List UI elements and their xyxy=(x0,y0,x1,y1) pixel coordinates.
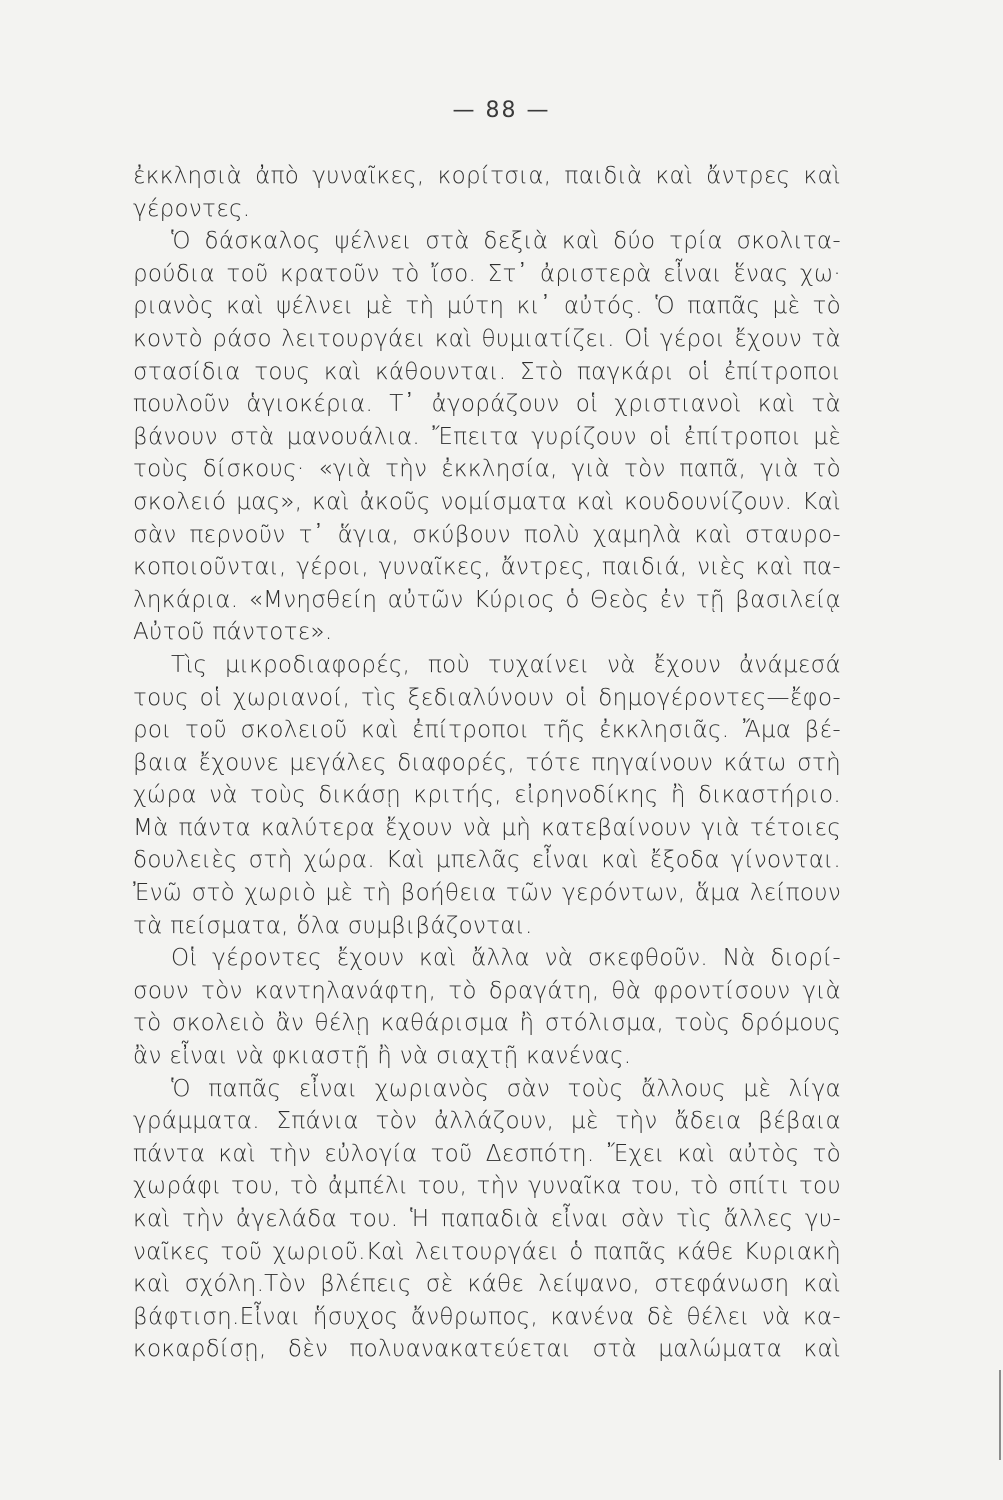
text-line: Ἐνῶ στὸ χωριὸ μὲ τὴ βοήθεια τῶν γερόντων, ἅμα λείπουν xyxy=(133,880,841,907)
text-line: ροι τοῦ σκολειοῦ καὶ ἐπίτροποι τῆς ἐκκλησιᾶς. Ἄμα βέ- xyxy=(133,717,841,744)
body-text xyxy=(133,160,841,1366)
text-line: κοκαρδίσῃ, δὲν πολυανακατεύεται στὰ μαλώματα καὶ xyxy=(133,1336,841,1363)
text-line: Ὁ δάσκαλος ψέλνει στὰ δεξιὰ καὶ δύο τρία σκολιτα- xyxy=(171,228,841,255)
text-line: τοὺς δίσκους· «γιὰ τὴν ἐκκλησία, γιὰ τὸν παπᾶ, γιὰ τὸ xyxy=(133,456,841,483)
text-line: ἂν εἶναι νὰ φκιαστῇ ἢ νὰ σιαχτῇ κανένας. xyxy=(133,1043,632,1070)
text-line: Ὁ παπᾶς εἶναι χωριανὸς σὰν τοὺς ἄλλους μὲ λίγα xyxy=(171,1075,841,1102)
text-line: ληκάρια. «Μνησθείη αὐτῶν Κύριος ὁ Θεὸς ἐν τῇ βασιλείᾳ xyxy=(133,586,841,613)
text-line: τὸ σκολειὸ ἂν θέλῃ καθάρισμα ἢ στόλισμα, τοὺς δρόμους xyxy=(133,1010,841,1037)
page-edge-mark xyxy=(999,1370,1001,1460)
text-line: τὰ πείσματα, ὅλα συμβιβάζονται. xyxy=(133,912,533,939)
text-line: ναῖκες τοῦ χωριοῦ.Καὶ λειτουργάει ὁ παπᾶς κάθε Κυριακὴ xyxy=(133,1238,841,1265)
text-line: στασίδια τους καὶ κάθουνται. Στὸ παγκάρι οἱ ἐπίτροποι xyxy=(133,358,841,385)
text-line: σὰν περνοῦν τ᾽ ἅγια, σκύβουν πολὺ χαμηλὰ καὶ σταυρο- xyxy=(133,521,841,548)
text-line: πάντα καὶ τὴν εὐλογία τοῦ Δεσπότη. Ἔχει καὶ αὐτὸς τὸ xyxy=(133,1140,841,1167)
text-line: χωράφι του, τὸ ἀμπέλι του, τὴν γυναῖκα του, τὸ σπίτι του xyxy=(133,1173,841,1200)
text-line: καὶ τὴν ἀγελάδα του. Ἡ παπαδιὰ εἶναι σὰν τὶς ἄλλες γυ- xyxy=(133,1206,841,1232)
text-line: βάνουν στὰ μανουάλια. Ἔπειτα γυρίζουν οἱ ἐπίτροποι μὲ xyxy=(133,423,841,450)
text-line: ἐκκλησιὰ ἀπὸ γυναῖκες, κορίτσια, παιδιὰ καὶ ἄντρες καὶ xyxy=(133,163,841,189)
text-line: καὶ σχόλη.Τὸν βλέπεις σὲ κάθε λείψανο, στεφάνωση καὶ xyxy=(133,1271,841,1298)
text-line: γέροντες. xyxy=(133,195,251,222)
text-line: χώρα νὰ τοὺς δικάσῃ κριτής, εἰρηνοδίκης ἢ δικαστήριο. xyxy=(133,782,841,809)
text-line: ρούδια τοῦ κρατοῦν τὸ ἴσο. Στ᾽ ἀριστερὰ εἶναι ἕνας χω· xyxy=(133,260,841,287)
text-line: σουν τὸν καντηλανάφτη, τὸ δραγάτη, θὰ φροντίσουν γιὰ xyxy=(133,977,841,1004)
text-line: τους οἱ χωριανοί, τὶς ξεδιαλύνουν οἱ δημογέροντες—ἔφο- xyxy=(133,684,841,711)
text-line: κοποιοῦνται, γέροι, γυναῖκες, ἄντρες, παιδιά, νιὲς καὶ πα- xyxy=(133,554,841,581)
text-line: δουλειὲς στὴ χώρα. Καὶ μπελᾶς εἶναι καὶ ἔξοδα γίνονται. xyxy=(133,847,841,874)
text-line: σκολειό μας», καὶ ἀκοῦς νομίσματα καὶ κουδουνίζουν. Καὶ xyxy=(133,488,841,515)
text-line: γράμματα. Σπάνια τὸν ἀλλάζουν, μὲ τὴν ἄδεια βέβαια xyxy=(133,1108,841,1135)
text-line: βάφτιση.Εἶναι ἥσυχος ἄνθρωπος, κανένα δὲ θέλει νὰ κα- xyxy=(133,1303,841,1330)
text-line: πουλοῦν ἁγιοκέρια. Τ᾽ ἀγοράζουν οἱ χριστιανοὶ καὶ τὰ xyxy=(133,391,841,418)
text-line: βαια ἔχουνε μεγάλες διαφορές, τότε πηγαίνουν κάτω στὴ xyxy=(133,749,841,776)
text-line: Μὰ πάντα καλύτερα ἔχουν νὰ μὴ κατεβαίνουν γιὰ τέτοιες xyxy=(133,814,841,841)
text-line: κοντὸ ράσο λειτουργάει καὶ θυμιατίζει. Οἱ γέροι ἔχουν τὰ xyxy=(133,325,841,352)
text-line: Αὐτοῦ πάντοτε». xyxy=(133,619,333,646)
text-line: Οἱ γέροντες ἔχουν καὶ ἄλλα νὰ σκεφθοῦν. Νὰ διορί- xyxy=(171,945,841,972)
page-number: — 88 — xyxy=(452,98,551,123)
text-line: Τὶς μικροδιαφορές, ποὺ τυχαίνει νὰ ἔχουν ἀνάμεσά xyxy=(171,651,841,678)
text-line: ριανὸς καὶ ψέλνει μὲ τὴ μύτη κι᾽ αὐτός. Ὁ παπᾶς μὲ τὸ xyxy=(133,293,841,320)
